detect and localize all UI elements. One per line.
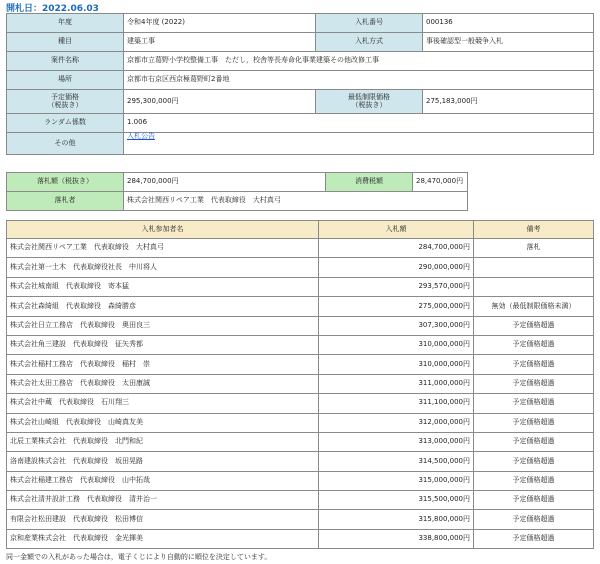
bid-remarks: 予定価格超過 [474, 316, 594, 335]
bid-amount: 338,800,000円 [319, 529, 474, 548]
bid-remarks: 予定価格超過 [474, 413, 594, 432]
bidder-name: 株式会社中蔵 代表取締役 石川翔三 [7, 394, 319, 413]
table-row [7, 258, 594, 277]
category-value: 建築工事 [124, 33, 316, 52]
method-label: 入札方式 [316, 33, 423, 52]
table-row [7, 277, 594, 296]
tax-label: 消費税額 [326, 173, 413, 192]
bid-no-value: 000136 [423, 14, 594, 33]
bid-no-label: 入札番号 [316, 14, 423, 33]
bid-amount: 275,000,000円 [319, 297, 474, 316]
header-bidder: 入札参加者名 [7, 221, 319, 239]
project-label: 案件名称 [7, 52, 124, 71]
bid-remarks: 予定価格超過 [474, 335, 594, 354]
winner-label: 落札者 [7, 192, 124, 211]
bid-amount: 315,000,000円 [319, 471, 474, 490]
table-row [7, 316, 594, 335]
table-row [7, 413, 594, 432]
category-label: 種目 [7, 33, 124, 52]
bid-remarks: 予定価格超過 [474, 355, 594, 374]
bidder-name: 株式会社稲建工務店 代表取締役 山中拓哉 [7, 471, 319, 490]
tender-notice-link[interactable]: 入札公告 [127, 132, 155, 140]
minimum-label: 最低制限価格 （税抜き） [316, 90, 423, 114]
bid-remarks: 落札 [474, 239, 594, 258]
award-table [6, 172, 468, 211]
bid-amount: 310,000,000円 [319, 335, 474, 354]
header-amount: 入札額 [319, 221, 474, 239]
info-table [6, 13, 594, 155]
random-label: ランダム係数 [7, 114, 124, 133]
award-amount-value: 284,700,000円 [124, 173, 326, 192]
random-value: 1.006 [124, 114, 594, 133]
bid-amount: 290,000,000円 [319, 258, 474, 277]
table-row [7, 452, 594, 471]
table-row [7, 432, 594, 451]
table-row [7, 297, 594, 316]
tax-value: 28,470,000円 [413, 173, 468, 192]
bid-remarks: 予定価格超過 [474, 491, 594, 510]
table-row [7, 510, 594, 529]
project-value: 京都市立葛野小学校整備工事 ただし，校舎等長寿命化事業建築その他改修工事 [124, 52, 594, 71]
bid-remarks [474, 258, 594, 277]
bidder-name: 株式会社森綺組 代表取締役 森綺勝彦 [7, 297, 319, 316]
winner-value: 株式会社関西リペア工業 代表取締役 大村真弓 [124, 192, 468, 211]
bidder-name: 株式会社第一土木 代表取締役社長 中川将人 [7, 258, 319, 277]
bidder-name: 株式会社城南組 代表取締役 寄本猛 [7, 277, 319, 296]
bid-amount: 293,570,000円 [319, 277, 474, 296]
bidder-name: 有限会社松田建設 代表取締役 松田博信 [7, 510, 319, 529]
open-date: 開札日：2022.06.03 [6, 4, 99, 14]
bid-amount: 310,000,000円 [319, 355, 474, 374]
table-row [7, 335, 594, 354]
award-amount-label: 落札額（税抜き） [7, 173, 124, 192]
bid-amount: 313,000,000円 [319, 432, 474, 451]
bid-remarks: 予定価格超過 [474, 471, 594, 490]
place-value: 京都市右京区西京極葛野町2番地 [124, 71, 594, 90]
table-row [7, 471, 594, 490]
bid-amount: 314,500,000円 [319, 452, 474, 471]
bid-amount: 312,000,000円 [319, 413, 474, 432]
bidder-name: 京和産業株式会社 代表取締役 金光揮美 [7, 529, 319, 548]
header-remarks: 備考 [474, 221, 594, 239]
minimum-value: 275,183,000円 [423, 90, 594, 114]
bid-amount: 284,700,000円 [319, 239, 474, 258]
table-row [7, 529, 594, 548]
bidder-name: 株式会社山崎組 代表取締役 山崎真友美 [7, 413, 319, 432]
bidder-name: 株式会社角三建設 代表取締役 征矢秀都 [7, 335, 319, 354]
method-value: 事後確認型一般競争入札 [423, 33, 594, 52]
bid-remarks: 予定価格超過 [474, 394, 594, 413]
footer-note: 同一金額での入札があった場合は，電子くじにより自動的に順位を決定しています。 [6, 553, 272, 561]
bid-amount: 315,800,000円 [319, 510, 474, 529]
bid-amount: 311,000,000円 [319, 374, 474, 393]
table-row [7, 491, 594, 510]
bidder-name: 洛南建設株式会社 代表取締役 坂田晃路 [7, 452, 319, 471]
table-row [7, 355, 594, 374]
bidder-name: 株式会社太田工務店 代表取締役 太田康誠 [7, 374, 319, 393]
estimate-value: 295,300,000円 [124, 90, 316, 114]
bidder-name: 株式会社清井設計工務 代表取締役 清井治一 [7, 491, 319, 510]
bid-remarks: 予定価格超過 [474, 529, 594, 548]
bid-amount: 311,100,000円 [319, 394, 474, 413]
year-label: 年度 [7, 14, 124, 33]
bids-table [6, 220, 594, 549]
table-row [7, 374, 594, 393]
bid-amount: 315,500,000円 [319, 491, 474, 510]
bid-remarks [474, 277, 594, 296]
bid-amount: 307,300,000円 [319, 316, 474, 335]
bidder-name: 株式会社日立工務店 代表取締役 奥田良三 [7, 316, 319, 335]
table-row [7, 394, 594, 413]
estimate-label: 予定価格 （税抜き） [7, 90, 124, 114]
bid-remarks: 予定価格超過 [474, 374, 594, 393]
bid-remarks: 予定価格超過 [474, 432, 594, 451]
other-label: その他 [7, 133, 124, 155]
bidder-name: 株式会社稲村工務店 代表取締役 稲村 崇 [7, 355, 319, 374]
table-row [7, 239, 594, 258]
place-label: 場所 [7, 71, 124, 90]
bidder-name: 北辰工業株式会社 代表取締役 北門和紀 [7, 432, 319, 451]
bid-remarks: 予定価格超過 [474, 452, 594, 471]
bidder-name: 株式会社関西リペア工業 代表取締役 大村真弓 [7, 239, 319, 258]
bid-remarks: 無効（最低制限価格未満） [474, 297, 594, 316]
year-value: 令和4年度 (2022) [124, 14, 316, 33]
bid-remarks: 予定価格超過 [474, 510, 594, 529]
